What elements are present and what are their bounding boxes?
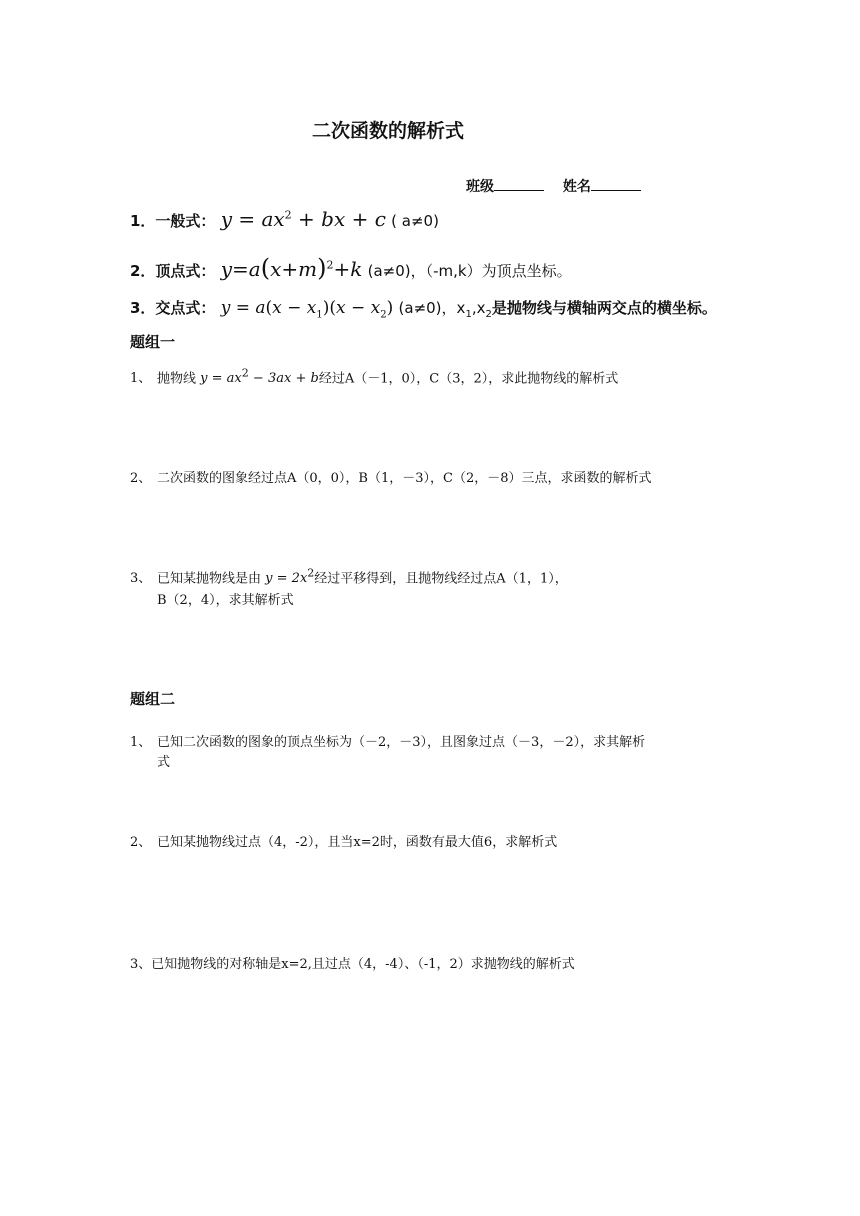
question-number: 3、 [130,571,152,587]
question-1-formula: $y = ax^2 - 3ax + b$ [200,367,319,387]
question-text: 已知某抛物线是由 [157,571,262,587]
formula-intercept-roots: $x_1,x_2$ [456,299,492,320]
formula-intercept [130,297,717,320]
group1-question-1 [130,367,618,386]
formula-vertex-label: 2．顶点式： [130,262,216,280]
class-name-line [466,176,655,196]
question-text: 抛物线 [157,371,197,387]
formula-vertex [130,254,572,282]
page-title: 二次函数的解析式 [312,120,465,142]
question-text-rest: 经过平移得到，且抛物线经过点A（1，1）， [314,571,568,587]
question-number: 2、 [130,471,152,486]
question-number: 1、 [130,735,152,750]
question-text: 已知某抛物线过点（4，-2），且当x=2时，函数有最大值6，求解析式 [157,835,558,850]
class-label: 班级 [466,179,494,195]
group2-question-3: 3、已知抛物线的对称轴是x=2,且过点（4，-4）、（-1，2）求抛物线的解析式 [130,957,575,972]
group2-question-1 [130,731,645,750]
formula-intercept-tail: 是抛物线与横轴两交点的横坐标。 [491,299,717,317]
formula-general-condition: ( a≠0) [391,212,439,230]
group2-question-1-line2: 式 [157,755,171,770]
question-text: 已知二次函数的图象的顶点坐标为（－2，－3），且图象过点（－3，－2），求其解析 [157,735,646,750]
formula-general [130,207,439,231]
formula-vertex-condition: (a≠0)，（-m,k）为顶点坐标。 [367,262,572,280]
class-blank[interactable] [494,178,544,191]
formula-intercept-expr: $y = a(x - x_1)(x - x_2)$ [220,298,394,321]
question-number: 1、 [130,371,152,387]
formula-intercept-label: 3．交点式： [130,299,216,317]
question-text-rest: 经过A（－1，0），C（3，2），求此抛物线的解析式 [318,371,619,387]
question-number: 2、 [130,835,152,850]
name-label: 姓名 [562,179,591,195]
group1-question-3 [130,567,568,586]
group2-heading: 题组二 [130,690,176,708]
question-text: 二次函数的图象经过点A（0，0），B（1，－3），C（2，－8）三点，求函数的解析式 [157,471,652,486]
formula-general-expr: $y = ax^2$ + bx + c [220,207,386,231]
group2-question-2 [130,831,557,850]
name-blank[interactable] [591,178,641,191]
question-3-formula: $y = 2x^2$ [265,567,315,587]
group1-question-2 [130,467,652,486]
group1-heading: 题组一 [130,333,176,351]
formula-general-label: 1．一般式： [130,212,216,230]
formula-intercept-condition: (a≠0)， [398,299,457,317]
group1-question-3-line2: B（2，4），求其解析式 [157,593,294,608]
formula-vertex-expr: $y=a(x+m)^2+k$ [220,254,363,282]
